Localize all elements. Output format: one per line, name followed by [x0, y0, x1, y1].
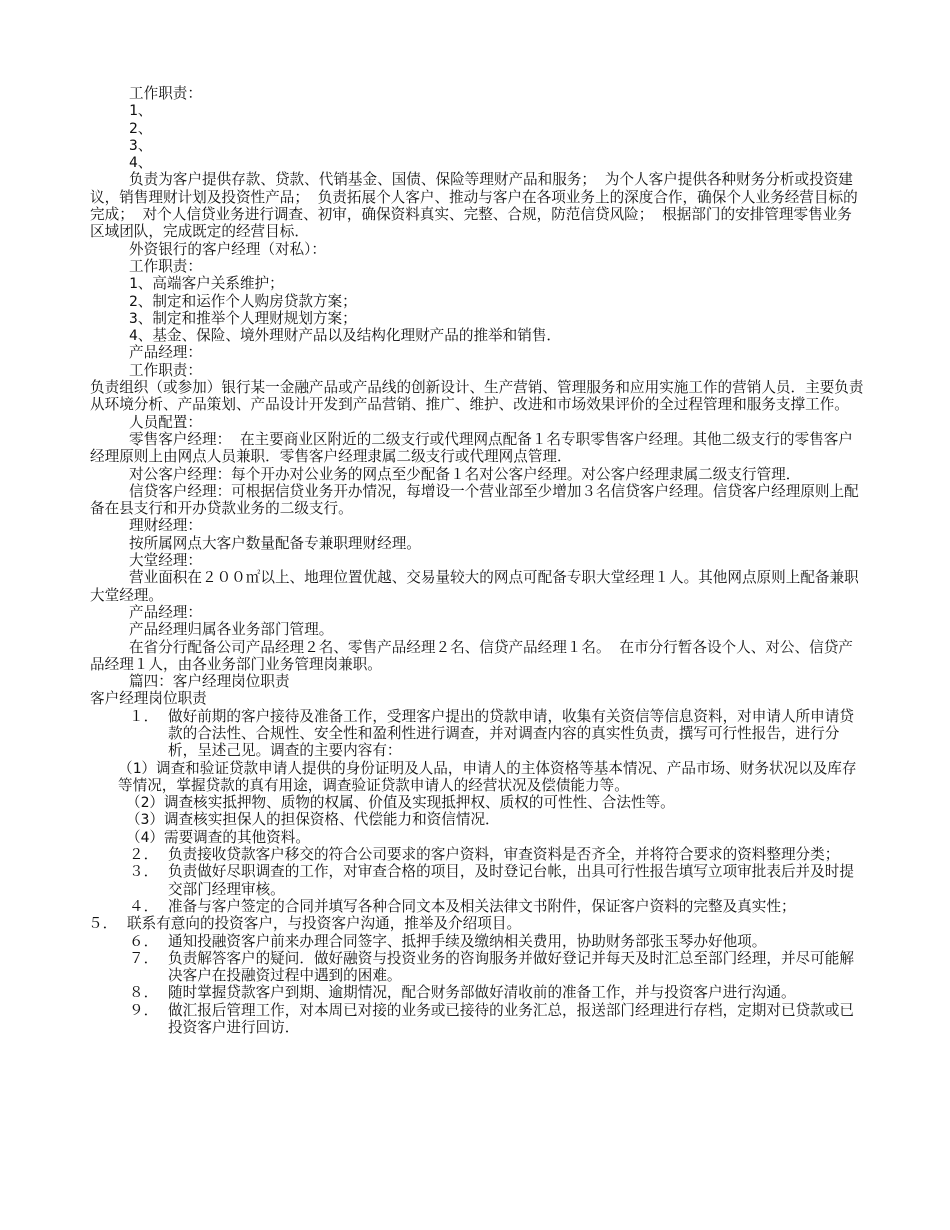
item-text: 做汇报后管理工作，对本周已对接的业务或已接待的业务汇总，报送部门经理进行存档，定期对已贷款或已投资客户进行回访．: [168, 1001, 854, 1037]
document-body: [90, 85, 865, 1036]
numbered-item: [90, 898, 865, 915]
sub-item: （4）需要调查的其他资料。: [126, 828, 310, 846]
item-text: 随时掌握贷款客户到期、逾期情况，配合财务部做好清收前的准备工作，并与投资客户进行沟通。: [168, 984, 796, 1002]
item-number: ９．: [129, 1001, 159, 1019]
sub-item: （3）调查核实担保人的担保资格、代偿能力和资信情况．: [126, 811, 500, 829]
item-number: １．: [129, 707, 159, 725]
item-number: ４．: [129, 897, 159, 915]
item-number: ２．: [129, 846, 159, 864]
paragraph-lobby-manager: 营业面积在２００㎡以上、地理位置优越、交易量较大的网点可配备专职大堂经理１人。其他网点原则上配备兼职大堂经理。: [90, 569, 859, 604]
item-number: ８．: [129, 984, 159, 1002]
paragraph-corporate-manager: 对公客户经理：每个开办对公业务的网点至少配备１名对公客户经理。对公客户经理隶属二级支行管理．: [129, 465, 801, 483]
list-item: 3、制定和推举个人理财规划方案；: [129, 309, 357, 327]
paragraph-retail-duties: 负责为客户提供存款、贷款、代销基金、国债、保险等理财产品和服务； 为个人客户提供各种财务分析或投资建议，销售理财计划及投资性产品； 负责拓展个人客户、推动与客户在各项业务上的深度合作，确保个人业务经营目标的完成； 对个人信贷业务进行调查、初审，确保资料真实、完整、合规，防范信贷风险； 根据部门的安排管理零售业务区域团队，完成既定的经营目标．: [90, 171, 858, 241]
paragraph: 按所属网点大客户数量配备专兼职理财经理。: [129, 534, 421, 552]
sub-item: （1）调查和验证贷款申请人提供的身份证明及人品，申请人的主体资格等基本情况、产品市场、财务状况以及库存等情况，掌握贷款的真有用途，调查验证贷款申请人的经营状况及偿债能力等。: [118, 759, 857, 794]
numbered-item: [90, 863, 865, 898]
numbered-item: [90, 950, 865, 985]
list-item: 3、: [129, 136, 153, 154]
section-heading: 产品经理：: [129, 344, 202, 362]
chapter-heading: 篇四：客户经理岗位职责: [129, 673, 290, 691]
section-heading: 人员配置：: [129, 413, 202, 431]
section-heading: 外资银行的客户经理（对私）：: [129, 240, 327, 258]
item-text: 负责解答客户的疑问．做好融资与投资业务的咨询服务并做好登记并每天及时汇总至部门经理，并尽可能解决客户在投融资过程中遇到的困难。: [168, 949, 854, 985]
paragraph: 产品经理归属各业务部门管理。: [129, 621, 334, 639]
item-text: 通知投融资客户前来办理合同签字、抵押手续及缴纳相关费用，协助财务部张玉琴办好他项。: [168, 932, 767, 950]
document-title: 客户经理岗位职责: [90, 690, 207, 708]
item-text: 负责接收贷款客户移交的符合公司要求的客户资料，审查资料是否齐全，并将符合要求的资料整理分类；: [168, 846, 840, 864]
item-number: ７．: [129, 949, 159, 967]
list-item: 4、基金、保险、境外理财产品以及结构化理财产品的推举和销售．: [129, 327, 562, 345]
sub-item: （2）调查核实抵押物、质物的权属、价值及实现抵押权、质权的可性性、合法性等。: [126, 794, 675, 812]
list-item: 1、高端客户关系维护；: [129, 275, 284, 293]
numbered-item: [90, 984, 865, 1001]
paragraph-credit-manager: 信贷客户经理：可根据信贷业务开办情况，每增设一个营业部至少增加３名信贷客户经理。信贷客户经理原则上配备在县支行和开办贷款业务的二级支行。: [90, 482, 859, 518]
item-text: 准备与客户签定的合同并填写各种合同文本及相关法律文书附件，保证客户资料的完整及真实性；: [168, 897, 796, 915]
numbered-item: [88, 915, 865, 932]
numbered-item: [90, 933, 865, 950]
item-number: ６．: [129, 932, 159, 950]
item-number: ３．: [129, 863, 159, 881]
paragraph-product-staffing: 在省分行配备公司产品经理２名、零售产品经理２名、信贷产品经理１名。 在市分行暂各设个人、对公、信贷产品经理１人，由各业务部门业务管理岗兼职。: [90, 638, 853, 673]
item-text: 负责做好尽职调查的工作，对审查合格的项目，及时登记台帐，出具可行性报告填写立项审批表后并及时提交部门经理审核。: [168, 863, 854, 898]
section-heading: 工作职责：: [129, 257, 202, 275]
list-item: 2、制定和运作个人购房贷款方案；: [129, 292, 357, 310]
section-heading: 大堂经理：: [129, 552, 202, 570]
section-heading: 工作职责：: [129, 361, 202, 379]
paragraph-retail-manager: 零售客户经理： 在主要商业区附近的二级支行或代理网点配备１名专职零售客户经理。其他二级支行的零售客户经理原则上由网点人员兼职．零售客户经理隶属二级支行或代理网点管理．: [90, 430, 853, 466]
list-item: 4、: [129, 154, 153, 172]
section-heading: 产品经理：: [129, 603, 202, 621]
item-text: 做好前期的客户接待及准备工作，受理客户提出的贷款申请，收集有关资信等信息资料，对申请人所申请贷款的合法性、合规性、安全性和盈利性进行调查，并对调查内容的真实性负责，撰写可行性报告，进行分析，呈述己见。调查的主要内容有：: [168, 707, 854, 760]
paragraph-product-manager: 负责组织（或参加）银行某一金融产品或产品线的创新设计、生产营销、管理服务和应用实施工作的营销人员．主要负责从环境分析、产品策划、产品设计开发到产品营销、推广、维护、改进和市场效果评价的全过程管理和服务支撑工作。: [90, 379, 864, 414]
numbered-item: [90, 708, 865, 760]
item-number: ５．: [88, 915, 118, 933]
numbered-item: [90, 1002, 865, 1037]
section-heading: 理财经理：: [129, 517, 202, 535]
numbered-item: [90, 846, 865, 863]
heading-job-duties: 工作职责：: [129, 85, 202, 102]
list-item: 1、: [129, 102, 153, 120]
item-text: 联系有意向的投资客户，与投资客户沟通，推举及介绍项目。: [127, 915, 522, 933]
list-item: 2、: [129, 119, 153, 137]
